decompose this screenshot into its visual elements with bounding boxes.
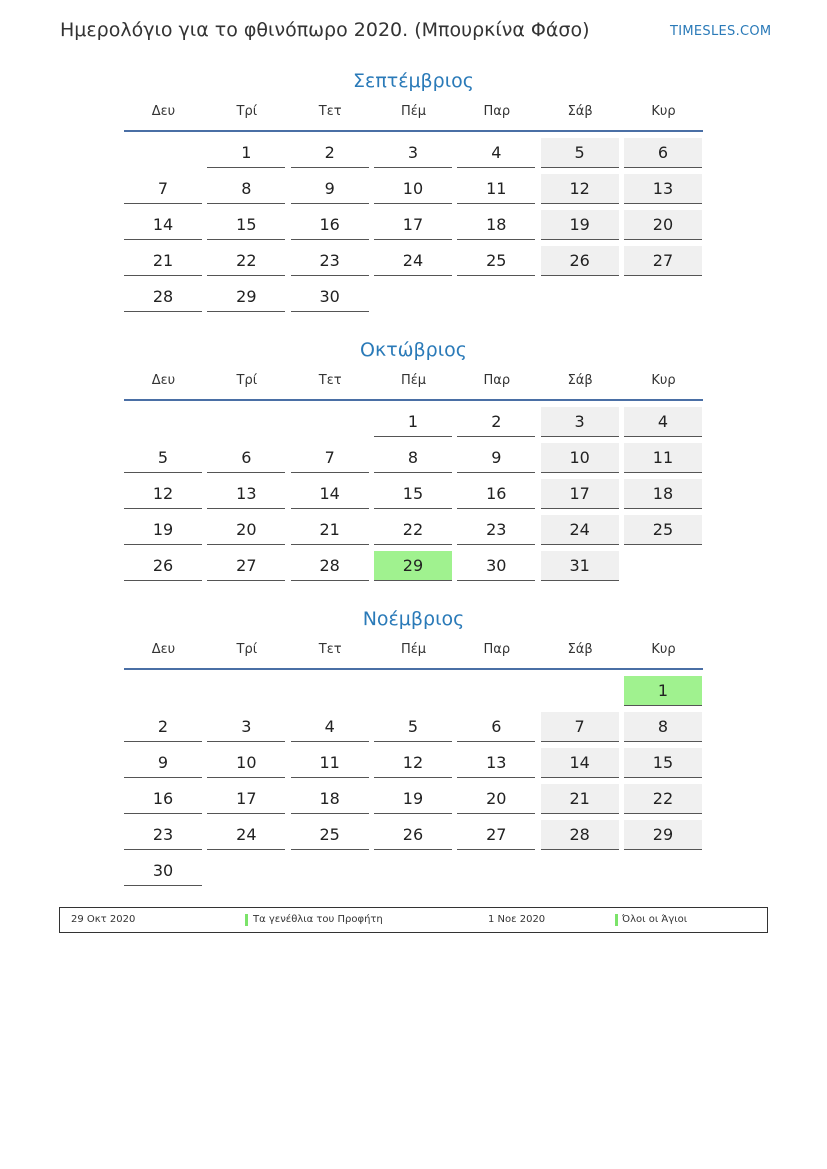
day-cell: 26 xyxy=(541,246,619,276)
day-cell: 23 xyxy=(457,515,535,545)
weekday-label: Δευ xyxy=(151,642,176,657)
day-cell: 19 xyxy=(541,210,619,240)
day-cell: 7 xyxy=(541,712,619,742)
day-cell: 25 xyxy=(291,820,369,850)
day-cell: 15 xyxy=(207,210,285,240)
day-cell: 13 xyxy=(207,479,285,509)
day-cell: 24 xyxy=(541,515,619,545)
day-cell: 22 xyxy=(624,784,702,814)
brand-link[interactable]: TIMESLES.COM xyxy=(670,24,772,39)
weekday-label: Δευ xyxy=(151,373,176,388)
day-cell: 12 xyxy=(374,748,452,778)
day-cell: 16 xyxy=(291,210,369,240)
day-cell: 29 xyxy=(374,551,452,581)
weekday-label: Παρ xyxy=(483,373,511,388)
day-cell: 18 xyxy=(457,210,535,240)
day-cell: 24 xyxy=(374,246,452,276)
weekday-label: Τρί xyxy=(236,373,258,388)
month-name: Νοέμβριος xyxy=(362,608,465,630)
day-cell: 10 xyxy=(207,748,285,778)
day-cell: 23 xyxy=(291,246,369,276)
day-cell: 21 xyxy=(541,784,619,814)
day-cell: 10 xyxy=(541,443,619,473)
month-name: Σεπτέμβριος xyxy=(353,70,474,92)
day-cell: 29 xyxy=(624,820,702,850)
day-cell: 14 xyxy=(124,210,202,240)
weekday-label: Κυρ xyxy=(651,373,676,388)
weekday-header xyxy=(124,369,703,401)
day-cell: 12 xyxy=(541,174,619,204)
month-block xyxy=(124,604,703,880)
weekday-label: Παρ xyxy=(483,642,511,657)
day-cell: 19 xyxy=(124,515,202,545)
day-cell: 20 xyxy=(457,784,535,814)
weekday-label: Πέμ xyxy=(400,373,427,388)
day-cell: 9 xyxy=(291,174,369,204)
month-block xyxy=(124,335,703,575)
day-cell: 18 xyxy=(291,784,369,814)
day-cell: 11 xyxy=(291,748,369,778)
day-cell: 8 xyxy=(624,712,702,742)
weekday-label: Τετ xyxy=(318,104,342,119)
day-cell: 2 xyxy=(124,712,202,742)
day-cell: 12 xyxy=(124,479,202,509)
day-cell: 22 xyxy=(207,246,285,276)
day-cell: 1 xyxy=(207,138,285,168)
weekday-label: Πέμ xyxy=(400,642,427,657)
weekday-label: Τετ xyxy=(318,642,342,657)
legend-date: 1 Νοε 2020 xyxy=(488,914,546,925)
legend-color-marker xyxy=(245,914,248,926)
day-cell: 24 xyxy=(207,820,285,850)
day-cell: 22 xyxy=(374,515,452,545)
day-cell: 3 xyxy=(207,712,285,742)
month-name: Οκτώβριος xyxy=(360,339,467,361)
day-cell: 20 xyxy=(207,515,285,545)
day-cell: 4 xyxy=(457,138,535,168)
day-cell: 5 xyxy=(541,138,619,168)
day-cell: 30 xyxy=(291,282,369,312)
day-cell: 25 xyxy=(457,246,535,276)
day-cell: 21 xyxy=(124,246,202,276)
day-cell: 30 xyxy=(124,856,202,886)
day-cell: 16 xyxy=(124,784,202,814)
day-cell: 21 xyxy=(291,515,369,545)
weekday-label: Τρί xyxy=(236,642,258,657)
day-cell: 2 xyxy=(457,407,535,437)
day-cell: 23 xyxy=(124,820,202,850)
weekday-label: Σάβ xyxy=(567,373,593,388)
day-cell: 30 xyxy=(457,551,535,581)
day-cell: 7 xyxy=(291,443,369,473)
day-cell: 6 xyxy=(457,712,535,742)
day-cell: 7 xyxy=(124,174,202,204)
day-cell: 5 xyxy=(124,443,202,473)
day-cell: 1 xyxy=(374,407,452,437)
holiday-legend xyxy=(59,907,768,933)
day-cell: 28 xyxy=(124,282,202,312)
day-cell: 11 xyxy=(624,443,702,473)
day-cell: 17 xyxy=(541,479,619,509)
day-cell: 8 xyxy=(374,443,452,473)
day-cell: 27 xyxy=(207,551,285,581)
day-cell: 16 xyxy=(457,479,535,509)
day-cell: 9 xyxy=(457,443,535,473)
day-cell: 18 xyxy=(624,479,702,509)
legend-holiday-name: Τα γενέθλια του Προφήτη xyxy=(253,914,383,925)
weekday-header xyxy=(124,100,703,132)
day-cell: 2 xyxy=(291,138,369,168)
day-cell: 31 xyxy=(541,551,619,581)
day-cell: 9 xyxy=(124,748,202,778)
day-cell: 14 xyxy=(541,748,619,778)
weekday-label: Σάβ xyxy=(567,642,593,657)
day-cell: 25 xyxy=(624,515,702,545)
weekday-label: Πέμ xyxy=(400,104,427,119)
day-cell: 28 xyxy=(541,820,619,850)
month-block xyxy=(124,66,703,306)
day-cell: 26 xyxy=(374,820,452,850)
legend-color-marker xyxy=(615,914,618,926)
legend-date: 29 Οκτ 2020 xyxy=(71,914,136,925)
day-cell: 19 xyxy=(374,784,452,814)
weekday-label: Τρί xyxy=(236,104,258,119)
day-cell: 3 xyxy=(374,138,452,168)
weekday-label: Παρ xyxy=(483,104,511,119)
weekday-label: Κυρ xyxy=(651,642,676,657)
day-cell: 4 xyxy=(624,407,702,437)
page-title: Ημερολόγιο για το φθινόπωρο 2020. (Μπουρκίνα Φάσο) xyxy=(60,19,590,41)
day-cell: 1 xyxy=(624,676,702,706)
weekday-label: Κυρ xyxy=(651,104,676,119)
day-cell: 14 xyxy=(291,479,369,509)
day-cell: 13 xyxy=(624,174,702,204)
weekday-header xyxy=(124,638,703,670)
day-cell: 17 xyxy=(207,784,285,814)
day-cell: 20 xyxy=(624,210,702,240)
day-cell: 3 xyxy=(541,407,619,437)
day-cell: 6 xyxy=(624,138,702,168)
weekday-label: Τετ xyxy=(318,373,342,388)
day-cell: 26 xyxy=(124,551,202,581)
day-cell: 13 xyxy=(457,748,535,778)
day-cell: 5 xyxy=(374,712,452,742)
day-cell: 15 xyxy=(624,748,702,778)
day-cell: 6 xyxy=(207,443,285,473)
day-cell: 17 xyxy=(374,210,452,240)
day-cell: 27 xyxy=(457,820,535,850)
day-cell: 10 xyxy=(374,174,452,204)
legend-holiday-name: Όλοι οι Άγιοι xyxy=(622,914,688,925)
weekday-label: Δευ xyxy=(151,104,176,119)
day-cell: 15 xyxy=(374,479,452,509)
day-cell: 11 xyxy=(457,174,535,204)
day-cell: 28 xyxy=(291,551,369,581)
day-cell: 4 xyxy=(291,712,369,742)
day-cell: 29 xyxy=(207,282,285,312)
day-cell: 8 xyxy=(207,174,285,204)
day-cell: 27 xyxy=(624,246,702,276)
weekday-label: Σάβ xyxy=(567,104,593,119)
